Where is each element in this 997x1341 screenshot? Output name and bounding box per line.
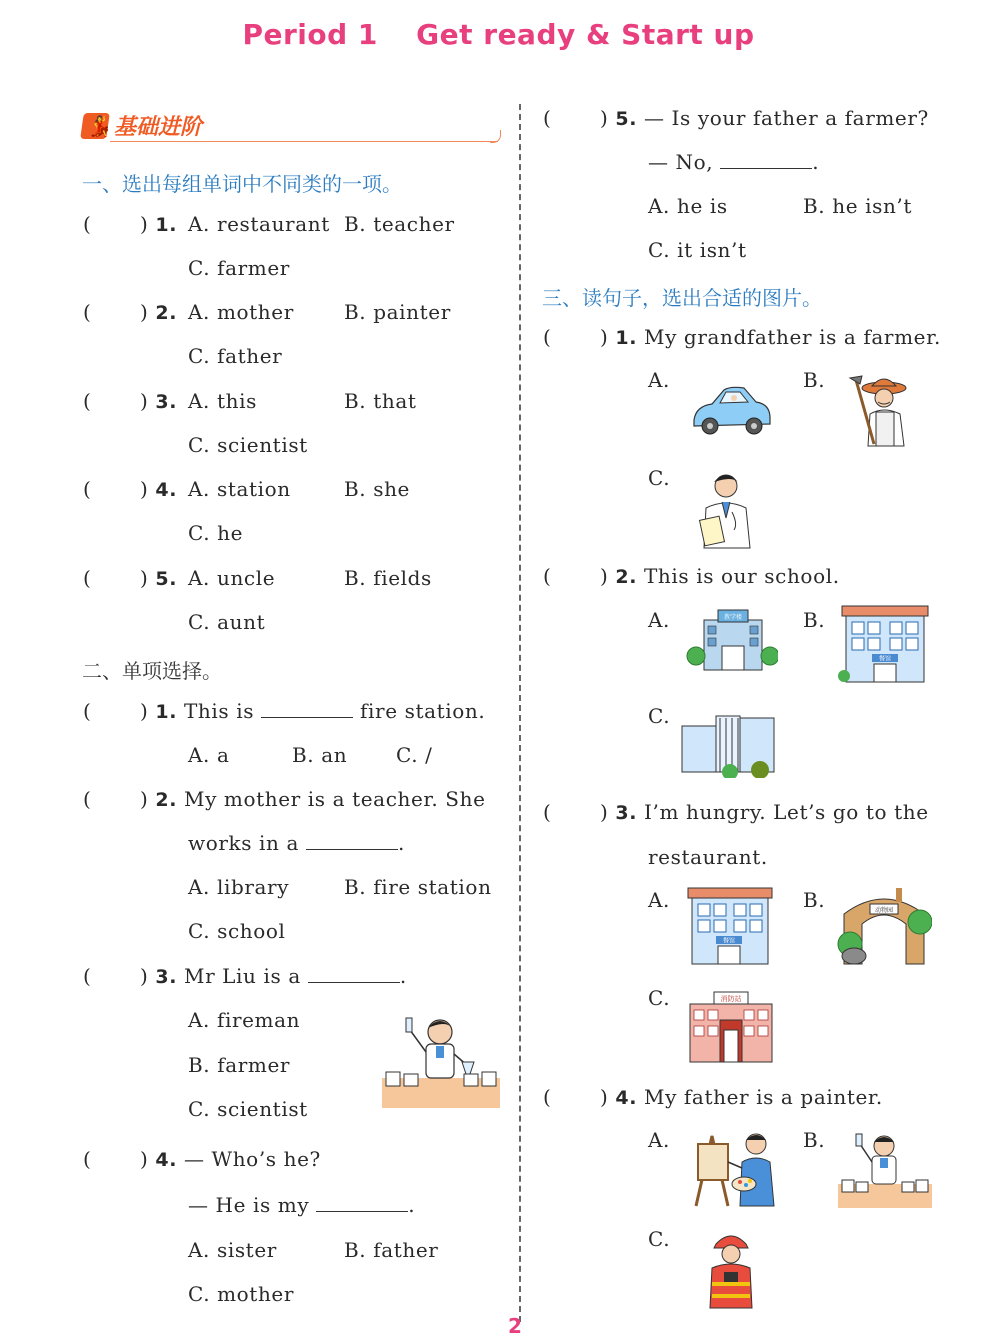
option-a: A. fireman (188, 1008, 301, 1032)
question-stem: ) 4. My father is a painter. (600, 1085, 883, 1109)
section-banner (80, 108, 500, 144)
answer-paren-open: ( (83, 1147, 91, 1171)
option-c: C. / (396, 743, 433, 767)
fire-station-picture (686, 990, 776, 1064)
option-c: C. it isn’t (648, 238, 747, 262)
option-c-label: C. (648, 466, 671, 490)
option-b: B. that (344, 389, 417, 413)
scientist-picture (838, 1130, 934, 1210)
option-b-label: B. (803, 888, 826, 912)
period-label: Period 1 (242, 18, 378, 51)
answer-paren-open: ( (83, 212, 91, 236)
option-b: B. she (344, 477, 410, 501)
question-stem: ) 2. This is our school. (600, 564, 840, 588)
option-a-label: A. (648, 368, 671, 392)
doctor-picture (694, 468, 758, 550)
page-number: 2 (508, 1314, 522, 1338)
option-c: C. scientist (188, 433, 308, 457)
part2-heading: 二、单项选择。 (82, 659, 222, 683)
option-a: A. this (188, 389, 257, 413)
question-stem: ) 5. — Is your father a farmer? (600, 106, 929, 130)
option-b: B. painter (344, 300, 451, 324)
option-b: B. fire station (344, 875, 492, 899)
svg-text:餐馆: 餐馆 (722, 937, 736, 945)
question-stem-line2: — He is my . (188, 1193, 416, 1217)
answer-paren-open: ( (83, 389, 91, 413)
svg-text:消防站: 消防站 (720, 995, 742, 1003)
column-divider (519, 104, 521, 1322)
answer-blank (306, 831, 398, 850)
option-b: B. he isn’t (803, 194, 913, 218)
section-banner-label: 基础进阶 (114, 115, 203, 140)
option-a: A. uncle (188, 566, 276, 590)
option-a-label: A. (648, 888, 671, 912)
option-c: C. school (188, 919, 286, 943)
question-number: ) 2. (140, 300, 178, 324)
option-b-label: B. (803, 368, 826, 392)
banner-underline (110, 141, 498, 142)
svg-text:动物园: 动物园 (874, 907, 894, 914)
answer-blank (261, 699, 353, 718)
answer-paren-open: ( (543, 106, 551, 130)
question-number: ) 5. (140, 566, 178, 590)
car-picture (690, 382, 774, 438)
question-stem: ) 4. — Who’s he? (140, 1147, 321, 1171)
answer-paren-open: ( (83, 477, 91, 501)
dancer-icon: 💃 (80, 113, 110, 139)
answer-blank (316, 1193, 408, 1212)
question-stem: ) 2. My mother is a teacher. She (140, 787, 486, 811)
topic-label: Get ready & Start up (416, 18, 755, 51)
painter-picture (686, 1128, 778, 1208)
option-a: A. restaurant (188, 212, 330, 236)
option-c: C. father (188, 344, 283, 368)
option-b: B. an (292, 743, 348, 767)
question-number: ) 3. (140, 389, 178, 413)
question-stem-line2: restaurant. (648, 845, 768, 869)
svg-text:餐馆: 餐馆 (878, 655, 892, 663)
option-c: C. he (188, 521, 244, 545)
option-b: B. father (344, 1238, 439, 1262)
answer-paren-open: ( (543, 1085, 551, 1109)
answer-paren-open: ( (83, 699, 91, 723)
restaurant-building-picture (838, 604, 932, 684)
option-b: B. fields (344, 566, 432, 590)
option-a: A. mother (188, 300, 294, 324)
teaching-building-picture (686, 606, 778, 674)
question-stem-line2: — No, . (648, 150, 820, 174)
option-a: A. a (188, 743, 230, 767)
school-gate-picture (680, 706, 776, 778)
option-b-label: B. (803, 608, 826, 632)
farmer-picture (848, 372, 918, 448)
option-a: A. station (188, 477, 291, 501)
restaurant-building-picture (684, 886, 776, 966)
question-stem: ) 3. Mr Liu is a . (140, 964, 407, 988)
question-stem: ) 1. This is fire station. (140, 699, 486, 723)
page-title (0, 18, 997, 51)
question-stem: ) 1. My grandfather is a farmer. (600, 325, 941, 349)
option-a: A. he is (648, 194, 728, 218)
banner-curl (490, 130, 501, 143)
answer-paren-open: ( (543, 564, 551, 588)
option-b: B. teacher (344, 212, 455, 236)
answer-paren-open: ( (83, 300, 91, 324)
option-a-label: A. (648, 608, 671, 632)
option-b-label: B. (803, 1128, 826, 1152)
answer-paren-open: ( (83, 787, 91, 811)
question-stem-line2: works in a . (188, 831, 405, 855)
option-c-label: C. (648, 986, 671, 1010)
answer-blank (308, 964, 400, 983)
answer-blank (720, 150, 812, 169)
answer-paren-open: ( (83, 964, 91, 988)
option-c-label: C. (648, 704, 671, 728)
answer-paren-open: ( (83, 566, 91, 590)
question-stem: ) 3. I’m hungry. Let’s go to the (600, 800, 929, 824)
part3-heading: 三、读句子，选出合适的图片。 (542, 286, 822, 310)
option-a-label: A. (648, 1128, 671, 1152)
fireman-picture (704, 1228, 758, 1310)
part1-heading: 一、选出每组单词中不同类的一项。 (82, 172, 402, 196)
scientist-picture (382, 1010, 502, 1110)
answer-paren-open: ( (543, 800, 551, 824)
zoo-gate-picture (836, 884, 932, 966)
option-b: B. farmer (188, 1053, 291, 1077)
option-c-label: C. (648, 1227, 671, 1251)
option-c: C. farmer (188, 256, 290, 280)
question-number: ) 1. (140, 212, 178, 236)
option-c: C. mother (188, 1282, 295, 1306)
question-number: ) 4. (140, 477, 178, 501)
option-a: A. library (188, 875, 290, 899)
svg-text:教学楼: 教学楼 (723, 614, 743, 621)
answer-paren-open: ( (543, 325, 551, 349)
option-c: C. scientist (188, 1097, 308, 1121)
option-c: C. aunt (188, 610, 266, 634)
option-a: A. sister (188, 1238, 277, 1262)
